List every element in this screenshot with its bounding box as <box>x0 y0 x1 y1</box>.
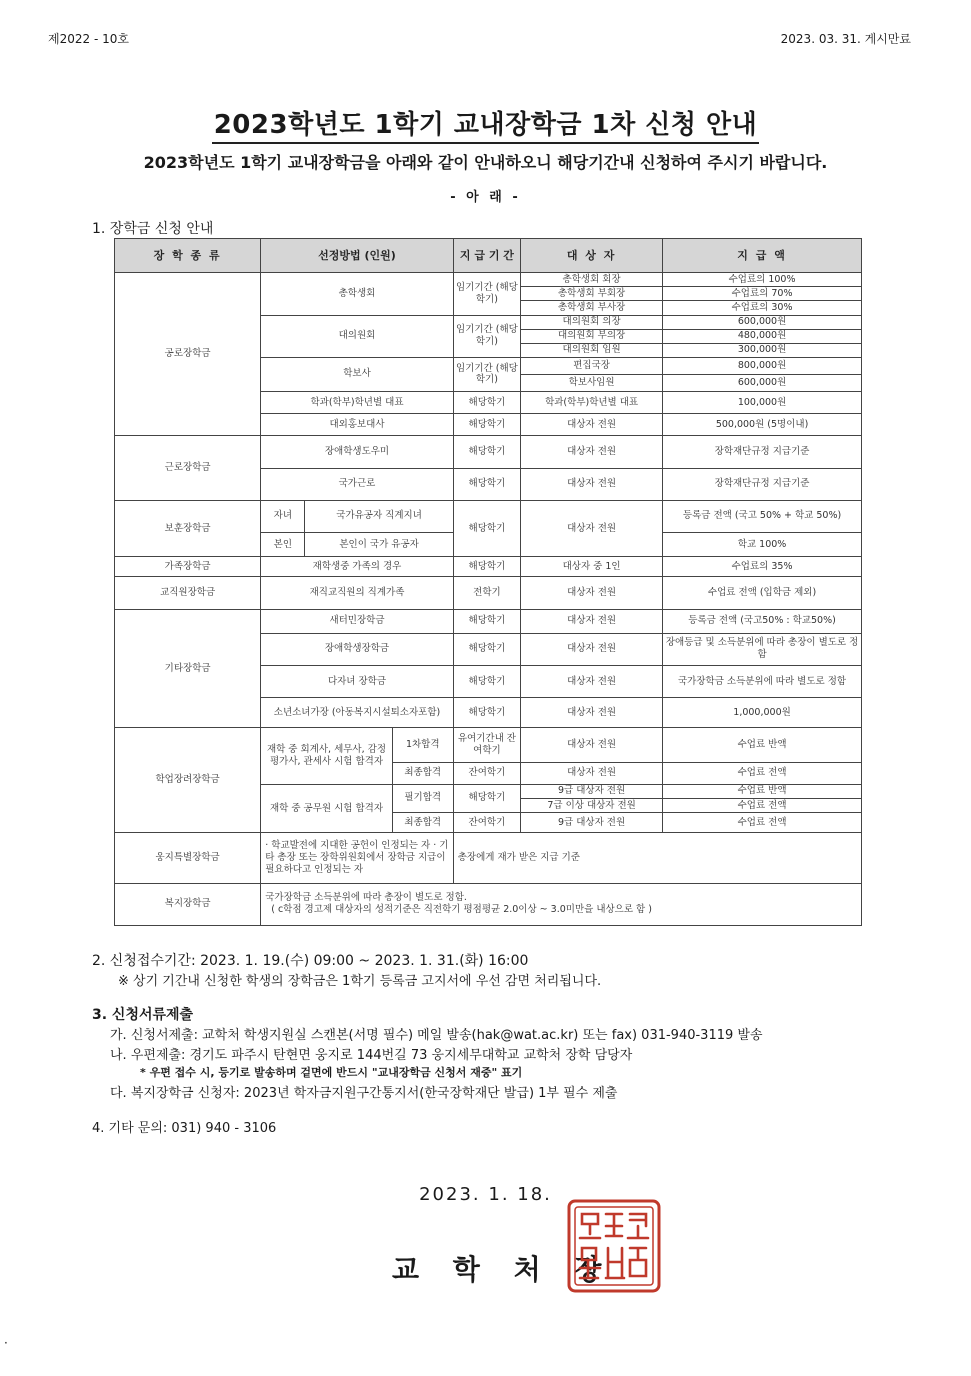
amount: 600,000원 <box>663 374 862 391</box>
target: 총학생회 부회장 <box>521 287 663 301</box>
official-seal-icon <box>566 1198 662 1294</box>
target: 대상자 전원 <box>521 728 663 762</box>
method: 국가유공자 직계지녀 <box>305 500 453 532</box>
target: 학보사임원 <box>521 374 663 391</box>
section-3-item-c: 다. 복지장학금 신청자: 2023년 학자금지원구간통지서(한국장학재단 발급) 1부 필수 제출 <box>110 1086 618 1101</box>
amount: 수업료의 70% <box>663 287 862 301</box>
method-sub: 자녀 <box>261 500 305 532</box>
target: 대의원회 부의장 <box>521 329 663 343</box>
method-sub: 최종합격 <box>392 762 453 784</box>
method: 재학생중 가족의 경우 <box>261 557 454 577</box>
target: 대상자 전원 <box>521 468 663 500</box>
amount: 수업료의 35% <box>663 557 862 577</box>
method-chonghak: 총학생회 <box>261 273 454 315</box>
target: 대상자 전원 <box>521 665 663 697</box>
amount: 장학재단규정 지급기준 <box>663 468 862 500</box>
col-method: 선정방법 (인원) <box>261 239 454 273</box>
page-subtitle: 2023학년도 1학기 교내장학금을 아래와 같이 안내하오니 해당기간내 신청하여 주시기 바랍니다. <box>143 153 828 172</box>
scan-dot: · <box>4 1336 8 1350</box>
table-row <box>115 728 862 762</box>
method: 다자녀 장학금 <box>261 665 454 697</box>
method-hakbo: 학보사 <box>261 357 454 391</box>
welfare-line-1: 국가장학금 소득분위에 따라 총장이 별도로 정함. <box>265 892 467 904</box>
period-daeui: 임기기간 (해당학기) <box>453 315 520 357</box>
amount: 600,000원 <box>663 315 862 329</box>
table-header-row <box>115 239 862 273</box>
period: 잔여학기 <box>453 813 520 833</box>
table-row <box>115 577 862 609</box>
type-staff: 교직원장학금 <box>115 577 261 609</box>
method-civil: 재학 중 공무원 시험 합격자 <box>261 784 393 832</box>
amount: 수업료 전액 (입학금 제외) <box>663 577 862 609</box>
section-2-heading: 2. 신청접수기간: 2023. 1. 19.(수) 09:00 ~ 2023. 1. 31.(화) 16:00 <box>92 953 529 969</box>
target: 대상자 전원 <box>521 577 663 609</box>
target: 대의원회 임원 <box>521 343 663 357</box>
target: 편집국장 <box>521 357 663 374</box>
col-amount: 지 급 액 <box>663 239 862 273</box>
section-3-item-a <box>110 1024 763 1043</box>
method: 재직교직원의 직계가족 <box>261 577 454 609</box>
page-title-text: 2023학년도 1학기 교내장학금 1차 신청 안내 <box>212 110 760 144</box>
period: 해당학기 <box>453 665 520 697</box>
table-row <box>115 609 862 633</box>
section-3-item-a-text: 가. 신청서제출: 교학처 학생지원실 스캔본(서명 필수) 메일 발송(hak@wat.ac.kr) 또는 fax) 031-940-3119 발송 <box>110 1028 763 1043</box>
period: 해당학기 <box>453 784 520 812</box>
method-accountant: 재학 중 회계사, 세무사, 감정평가사, 관세사 시험 합격자 <box>261 728 393 784</box>
amount: 수업료의 30% <box>663 301 862 315</box>
issue-date: 2023. 1. 18. <box>419 1184 552 1205</box>
signer-title: 교 학 처 장 <box>392 1253 614 1286</box>
amount: 장애등급 및 소득분위에 따라 총장이 별도로 정함 <box>663 633 862 665</box>
amount: 수업료의 100% <box>663 273 862 287</box>
amount: 480,000원 <box>663 329 862 343</box>
document-number: 제2022 - 10호 <box>48 32 129 46</box>
amount: 수업료 전액 <box>663 813 862 833</box>
table-row <box>115 833 862 883</box>
type-gita: 기타장학금 <box>115 609 261 728</box>
target: 총학생회 회장 <box>521 273 663 287</box>
amount: 등록금 전액 (국고50% : 학교50%) <box>663 609 862 633</box>
period: 해당학기 <box>453 557 520 577</box>
period: 해당학기 <box>453 633 520 665</box>
target: 대상자 전원 <box>521 609 663 633</box>
period-hakbo: 임기기간 (해당학기) <box>453 357 520 391</box>
target: 대상자 전원 <box>521 698 663 728</box>
table-row <box>115 557 862 577</box>
target: 대상자 전원 <box>521 762 663 784</box>
period: 해당학기 <box>453 414 520 436</box>
amount: 300,000원 <box>663 343 862 357</box>
welfare-line-2: ( c학점 경고제 대상자의 성적기준은 직전학기 평점평균 2.0이상 ~ 3.0미만을 내상으로 함 ) <box>271 904 652 916</box>
target: 대상자 중 1인 <box>521 557 663 577</box>
amount: 800,000원 <box>663 357 862 374</box>
amount: 수업료 전액 <box>663 762 862 784</box>
period-chonghak: 임기기간 (해당학기) <box>453 273 520 315</box>
target: 총학생회 부사장 <box>521 301 663 315</box>
method: 장애학생장학금 <box>261 633 454 665</box>
period: 전학기 <box>453 577 520 609</box>
type-geunro: 근로장학금 <box>115 436 261 500</box>
special-standard: 총장에게 재가 받은 지급 기준 <box>453 833 861 883</box>
amount: 수업료 전액 <box>663 798 862 812</box>
col-target: 대 상 자 <box>521 239 663 273</box>
period: 해당학기 <box>453 436 520 468</box>
target: 7급 이상 대상자 전원 <box>521 798 663 812</box>
amount: 학교 100% <box>663 533 862 557</box>
target: 9급 대상자 전원 <box>521 784 663 798</box>
amount: 1,000,000원 <box>663 698 862 728</box>
period: 해당학기 <box>453 500 520 556</box>
section-3-item-b: 나. 우편제출: 경기도 파주시 탄현면 웅지로 144번길 73 웅지세무대학교 교학처 장학 담당자 <box>110 1048 633 1063</box>
target: 학과(학부)학년별 대표 <box>521 392 663 414</box>
type-bohun: 보훈장학금 <box>115 500 261 556</box>
table-row <box>115 500 862 532</box>
special-criteria: · 학교발전에 지대한 공헌이 인정되는 자 · 기타 총장 또는 장학위원회에서 장학금 지급이 필요하다고 인정되는 자 <box>261 833 454 883</box>
method-daeui: 대의원회 <box>261 315 454 357</box>
table-row <box>115 436 862 468</box>
period: 해당학기 <box>453 468 520 500</box>
method: 소년소녀가장 (아동복지시설퇴소자포함) <box>261 698 454 728</box>
type-family: 가족장학금 <box>115 557 261 577</box>
table-row <box>115 883 862 925</box>
type-special: 웅지특별장학금 <box>115 833 261 883</box>
period: 해당학기 <box>453 698 520 728</box>
section-1-heading: 1. 장학금 신청 안내 <box>92 221 214 237</box>
amount: 수업료 반액 <box>663 784 862 798</box>
welfare-criteria <box>261 883 862 925</box>
target: 대상자 전원 <box>521 436 663 468</box>
target: 대의원회 의장 <box>521 315 663 329</box>
amount: 500,000원 (5명이내) <box>663 414 862 436</box>
table-row <box>115 273 862 287</box>
method: 새터민장학금 <box>261 609 454 633</box>
type-welfare: 복지장학금 <box>115 883 261 925</box>
page-title <box>0 104 971 141</box>
section-2-note: ※ 상기 기간내 신청한 학생의 장학금은 1학기 등록금 고지서에 우선 감면 처리됩니다. <box>118 974 602 989</box>
method-sub: 최종합격 <box>392 813 453 833</box>
method: 본인이 국가 유공자 <box>305 533 453 557</box>
type-gongro: 공로장학금 <box>115 273 261 436</box>
amount: 수업료 반액 <box>663 728 862 762</box>
target: 대상자 전원 <box>521 414 663 436</box>
section-3-heading: 3. 신청서류제출 <box>92 1007 194 1023</box>
amount: 장학재단규정 지급기준 <box>663 436 862 468</box>
type-hakeop: 학업장려장학금 <box>115 728 261 833</box>
method: 학과(학부)학년별 대표 <box>261 392 454 414</box>
col-type: 장 학 종 류 <box>115 239 261 273</box>
amount: 등록금 전액 (국고 50% + 학교 50%) <box>663 500 862 532</box>
method: 장애학생도우미 <box>261 436 454 468</box>
method-sub: 필기합격 <box>392 784 453 812</box>
section-4-contact: 4. 기타 문의: 031) 940 - 3106 <box>92 1121 277 1136</box>
target: 대상자 전원 <box>521 500 663 556</box>
period: 해당학기 <box>453 392 520 414</box>
target: 9급 대상자 전원 <box>521 813 663 833</box>
amount: 국가장학금 소득분위에 따라 별도로 정함 <box>663 665 862 697</box>
col-period: 지 급 기 간 <box>453 239 520 273</box>
scholarship-table <box>114 238 862 926</box>
section-3-mail-note: * 우편 접수 시, 등기로 발송하며 겉면에 반드시 "교내장학금 신청서 재중" 표기 <box>140 1066 523 1079</box>
below-marker: - 아 래 - <box>450 190 521 205</box>
period: 잔여학기 <box>453 762 520 784</box>
period: 해당학기 <box>453 609 520 633</box>
amount: 100,000원 <box>663 392 862 414</box>
method-sub: 1차합격 <box>392 728 453 762</box>
target: 대상자 전원 <box>521 633 663 665</box>
method-sub: 본인 <box>261 533 305 557</box>
posting-expiry: 2023. 03. 31. 게시만료 <box>780 32 911 46</box>
period: 유여기간내 잔여학기 <box>453 728 520 762</box>
method: 국가근로 <box>261 468 454 500</box>
method: 대외홍보대사 <box>261 414 454 436</box>
